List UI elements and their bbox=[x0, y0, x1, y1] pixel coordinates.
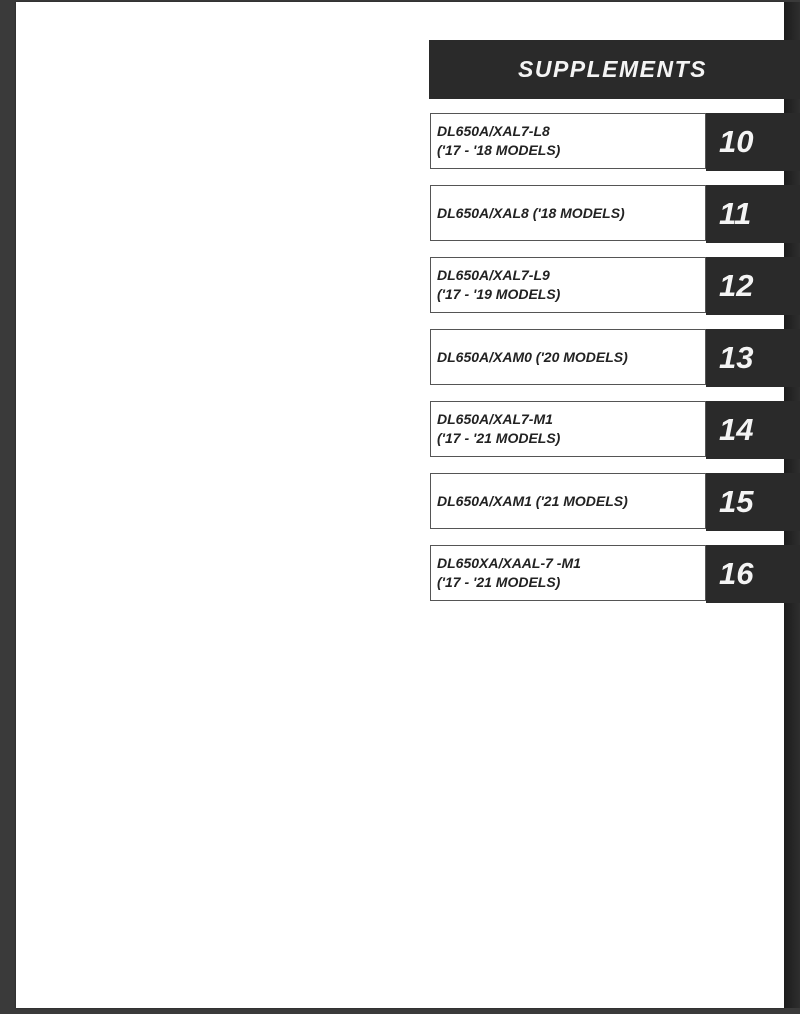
section-label-line: DL650A/XAM0 ('20 MODELS) bbox=[437, 348, 628, 365]
section-item-10[interactable] bbox=[430, 113, 800, 171]
section-label-box bbox=[430, 473, 706, 529]
section-item-16[interactable] bbox=[430, 545, 800, 603]
section-label-line: ('17 - '19 MODELS) bbox=[437, 286, 561, 302]
section-item-14[interactable] bbox=[430, 401, 800, 459]
section-label-line: DL650A/XAL7-L9 bbox=[437, 267, 550, 283]
section-label-box bbox=[430, 113, 706, 169]
section-label-line: ('17 - '21 MODELS) bbox=[437, 430, 561, 446]
section-label-line: DL650A/XAL8 ('18 MODELS) bbox=[437, 204, 625, 221]
section-number-tab[interactable]: 16 bbox=[706, 545, 800, 603]
section-label-box bbox=[430, 545, 706, 601]
section-label-box bbox=[430, 185, 706, 241]
section-number-tab[interactable]: 15 bbox=[706, 473, 800, 531]
section-item-15[interactable] bbox=[430, 473, 800, 531]
section-label-line: DL650A/XAM1 ('21 MODELS) bbox=[437, 492, 628, 509]
section-number-tab[interactable]: 12 bbox=[706, 257, 800, 315]
section-number-tab[interactable]: 13 bbox=[706, 329, 800, 387]
section-item-11[interactable] bbox=[430, 185, 800, 243]
section-label-box bbox=[430, 329, 706, 385]
supplements-header: SUPPLEMENTS bbox=[429, 40, 800, 99]
section-label-line: DL650A/XAL7-M1 bbox=[437, 411, 553, 427]
section-label-line: ('17 - '18 MODELS) bbox=[437, 142, 561, 158]
document-page bbox=[16, 2, 784, 1008]
section-number-tab[interactable]: 11 bbox=[706, 185, 800, 243]
section-item-13[interactable] bbox=[430, 329, 800, 387]
section-number-tab[interactable]: 14 bbox=[706, 401, 800, 459]
section-label-box bbox=[430, 257, 706, 313]
section-label-line: DL650A/XAL7-L8 bbox=[437, 123, 550, 139]
section-label-line: ('17 - '21 MODELS) bbox=[437, 574, 561, 590]
section-label-line: DL650XA/XAAL-7 -M1 bbox=[437, 555, 581, 571]
section-number-tab[interactable]: 10 bbox=[706, 113, 800, 171]
section-item-12[interactable] bbox=[430, 257, 800, 315]
section-label-box bbox=[430, 401, 706, 457]
